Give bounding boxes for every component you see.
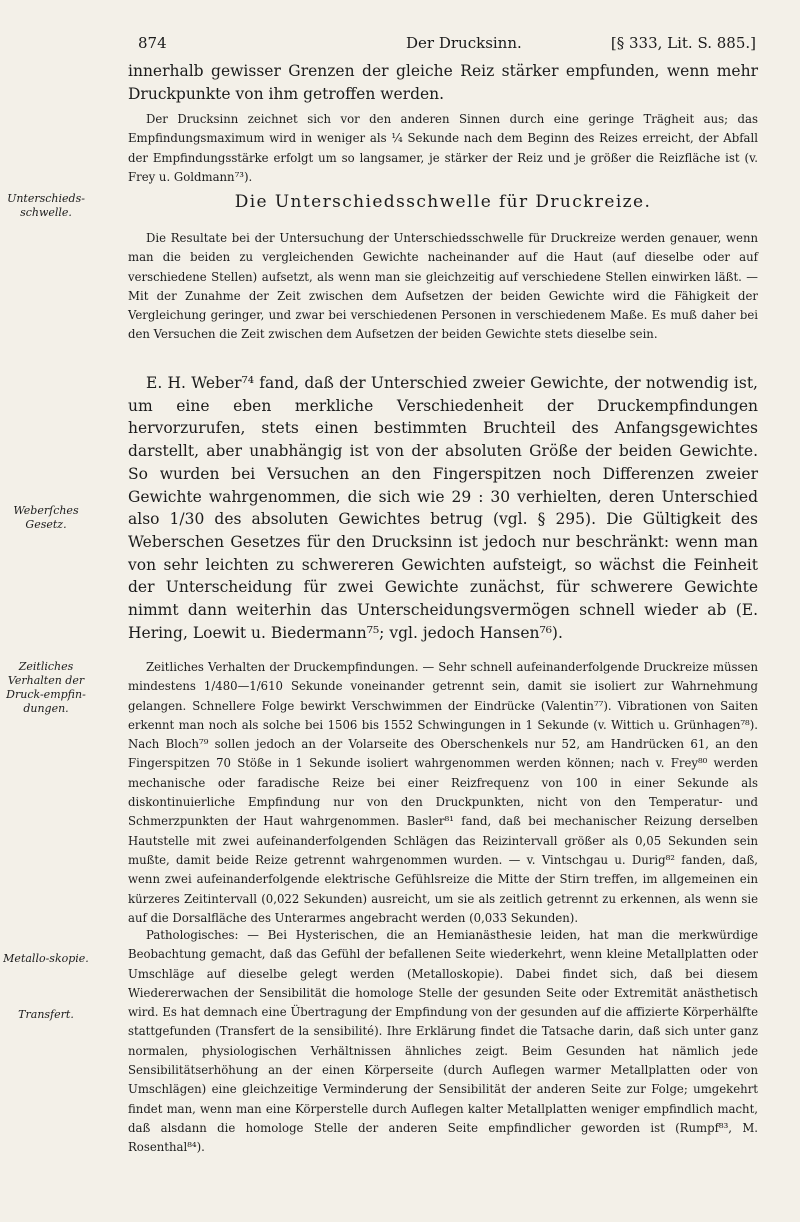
paragraph-unterschiedsschwelle: Die Resultate bei der Untersuchung der Unterschiedsschwelle für Druckreize werden genauer, wenn man die beiden zu vergleichenden Gewichte nacheinander auf die Haut (auf dieselbe oder auf verschiedene Stellen) aufsetzt, als wenn man sie gleichzeitig auf verschiedene Stellen einwirken läßt. — Mit der Zunahme der Zeit zwischen dem Aufsetzen der beiden Gewichte wird die Fähigkeit der Vergleichung geringer, und zwar bei verschiedenen Personen in verschiedenem Maße. Es muß daher bei den Versuchen die Zeit zwischen dem Aufsetzen der beiden Gewichte stets dieselbe sein. [128,231,758,342]
paragraph-traegheit: Der Drucksinn zeichnet sich vor den anderen Sinnen durch eine geringe Trägheit aus; das Empfindungsmaximum wird in weniger als ¼ Sekunde nach dem Beginn des Reizes erreicht, der Abfall der Empfindungsstärke erfolgt um so langsamer, je stärker der Reiz und je größer die Reizfläche ist (v. Frey u. Goldmann⁷³). [128,112,758,184]
margin-note-webersches-gesetz: Weberſches Gesetz. [13,504,79,531]
section-heading: Die Unterschiedsschwelle für Druckreize. [234,192,652,212]
paragraph-pathologisches: Pathologisches: — Bei Hysterischen, die an Hemianästhesie leiden, hat man die merkwürdige Beobachtung gemacht, daß das Gefühl der befallenen Seite wiederkehrt, wenn kleine Metallplatten oder Umschläge auf dieselbe gelegt werden (Metalloskopie). Dabei findet sich, daß bei diesem Wiedererwachen der Sensibilität die homologe Stelle der gesunden Seite oder Extremität anästhetisch wird. Es hat demnach eine Übertragung der Empfindung von der gesunden auf die affizierte Körperhälfte stattgefunden (Transfert de la sensibilité). Ihre Erklärung findet die Tatsache darin, daß sich unter ganz normalen, physiologischen Verhältnissen ähnliches zeigt. Beim Gesunden hat nämlich jede Sensibilitätserhöhung an der einen Körperseite (durch Auflegen warmer Metallplatten oder von Umschlägen) eine gleichzeitige Verminderung der Sensibilität der anderen Seite zur Folge; umgekehrt findet man, wenn man eine Körperstelle durch Auflegen kalter Metallplatten weniger empfindlich macht, daß alsdann die homologe Stelle der anderen Seite empfindlicher geworden ist (Rumpf⁸³, M. Rosenthal⁸⁴). [128,928,758,1155]
margin-note-zeitliches-verhalten: Zeitliches Verhalten der Druck-empfin-dungen. [6,660,86,715]
page-number: 874 [138,34,167,52]
running-title: Der Drucksinn. [406,34,522,52]
margin-note-transfert: Transfert. [18,1008,74,1021]
paragraph-zeitliches-verhalten: Zeitliches Verhalten der Druckempfindungen. — Sehr schnell aufeinanderfolgende Druckreize müssen mindestens 1/480—1/610 Sekunde voneinander getrennt sein, damit sie isoliert zur Wahrnehmung gelangen. Schnellere Folge bewirkt Verschwimmen der Eindrücke (Valentin⁷⁷). Vibrationen von Saiten erkennt man noch als solche bei 1506 bis 1552 Schwingungen in 1 Sekunde (v. Wittich u. Grünhagen⁷⁸). Nach Bloch⁷⁹ sollen jedoch an der Volarseite des Oberschenkels nur 52, am Handrücken 61, an den Fingerspitzen 70 Stöße in 1 Sekunde isoliert wahrgenommen werden können; nach v. Frey⁸⁰ werden mechanische oder faradische Reize bei einer Reizfrequenz von 100 in einer Sekunde als diskontinuierliche Empfindung nur von den Druckpunkten, nicht von den Temperatur- und Schmerzpunkten der Haut wahrgenommen. Basler⁸¹ fand, daß bei mechanischer Reizung derselben Hautstelle mit zwei aufeinanderfolgenden Schlägen das Reizintervall größer als 0,05 Sekunden sein mußte, damit beide Reize getrennt wahrgenommen wurden. — v. Vintschgau u. Durig⁸² fanden, daß, wenn zwei aufeinanderfolgende elektrische Gefühlsreize die Mitte der Stirn treffen, im allgemeinen ein kürzeres Zeitintervall (0,022 Sekunden) ausreicht, um sie als zeitlich getrennt zu erkennen, als wenn sie auf die Dorsalfläche des Unterarmes angebracht werden (0,033 Sekunden). [128,660,758,925]
margin-note-unterschiedsschwelle: Unterschieds-schwelle. [7,192,85,219]
paragraph-continuation: innerhalb gewisser Grenzen der gleiche Reiz stärker empfunden, wenn mehr Druckpunkte von ihm getroffen werden. [128,62,758,103]
page-header [138,34,756,60]
section-reference: [§ 333, Lit. S. 885.] [610,34,756,52]
margin-note-metalloskopie: Metallo-skopie. [3,952,89,965]
paragraph-weber: E. H. Weber⁷⁴ fand, daß der Unterschied zweier Gewichte, der notwendig ist, um eine eben merkliche Verschiedenheit der Druckempfindungen hervorzurufen, stets einen bestimmten Bruchteil des Anfangsgewichtes darstellt, aber unabhängig ist von der absoluten Größe der beiden Gewichte. So wurden bei Versuchen an den Fingerspitzen noch Differenzen zweier Gewichte wahrgenommen, die sich wie 29 : 30 verhielten, deren Unterschied also 1/30 des absoluten Gewichtes betrug (vgl. § 295). Die Gültigkeit des Weberschen Gesetzes für den Drucksinn ist jedoch nur beschränkt: wenn man von sehr leichten zu schwereren Gewichten aufsteigt, so wächst die Feinheit der Unterscheidung für zwei Gewichte zunächst, für schwerere Gewichte nimmt dann weiterhin das Unterscheidungsvermögen schnell wieder ab (E. Hering, Loewit u. Biedermann⁷⁵; vgl. jedoch Hansen⁷⁶). [128,374,758,642]
